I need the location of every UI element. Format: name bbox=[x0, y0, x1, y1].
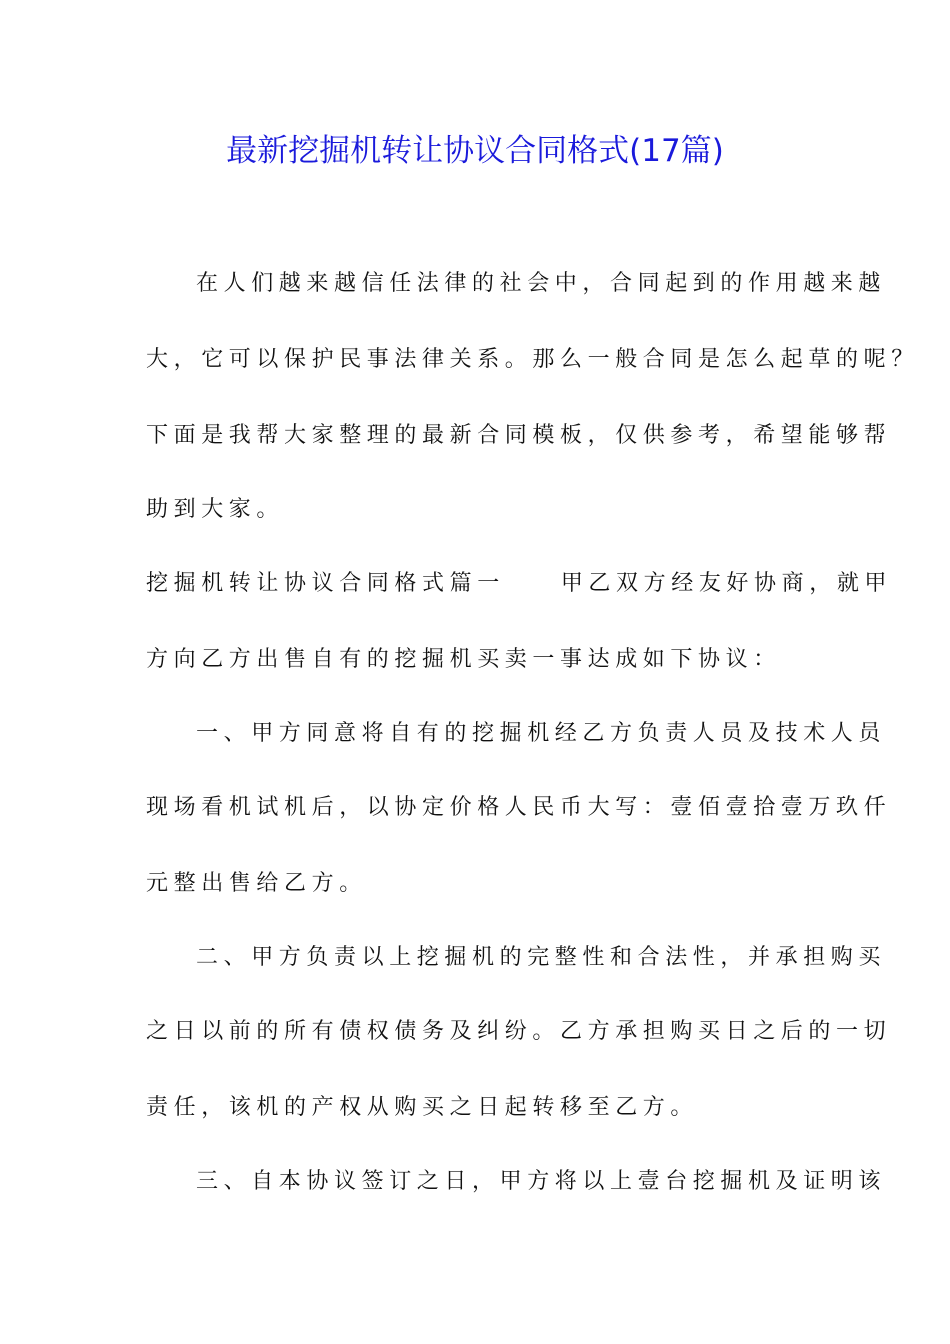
paragraph-line: 现场看机试机后，以协定价格人民币大写：壹佰壹拾壹万玖仟 bbox=[146, 795, 892, 820]
document-title: 最新挖掘机转让协议合同格式(17篇) bbox=[226, 133, 724, 169]
paragraph-line: 责任，该机的产权从购买之日起转移至乙方。 bbox=[146, 1095, 699, 1120]
paragraph-line: 一、甲方同意将自有的挖掘机经乙方负责人员及技术人员 bbox=[196, 721, 887, 746]
paragraph-line: 二、甲方负责以上挖掘机的完整性和合法性，并承担购买 bbox=[196, 945, 887, 970]
paragraph-line: 下面是我帮大家整理的最新合同模板，仅供参考，希望能够帮 bbox=[146, 423, 892, 448]
paragraph-line: 之日以前的所有债权债务及纠纷。乙方承担购买日之后的一切 bbox=[146, 1019, 892, 1044]
paragraph-line: 大，它可以保护民事法律关系。那么一般合同是怎么起草的呢？ bbox=[146, 347, 919, 372]
paragraph-line: 方向乙方出售自有的挖掘机买卖一事达成如下协议： bbox=[146, 647, 781, 672]
paragraph-text: 甲乙双方经友好协商，就甲 bbox=[560, 571, 893, 596]
section-heading: 挖掘机转让协议合同格式篇一 bbox=[146, 571, 505, 596]
paragraph-line: 助到大家。 bbox=[146, 497, 285, 522]
paragraph-line: 在人们越来越信任法律的社会中，合同起到的作用越来越 bbox=[196, 271, 887, 296]
section-heading-line bbox=[146, 568, 892, 600]
paragraph-line: 三、自本协议签订之日，甲方将以上壹台挖掘机及证明该 bbox=[196, 1169, 887, 1194]
paragraph-line: 元整出售给乙方。 bbox=[146, 871, 367, 896]
